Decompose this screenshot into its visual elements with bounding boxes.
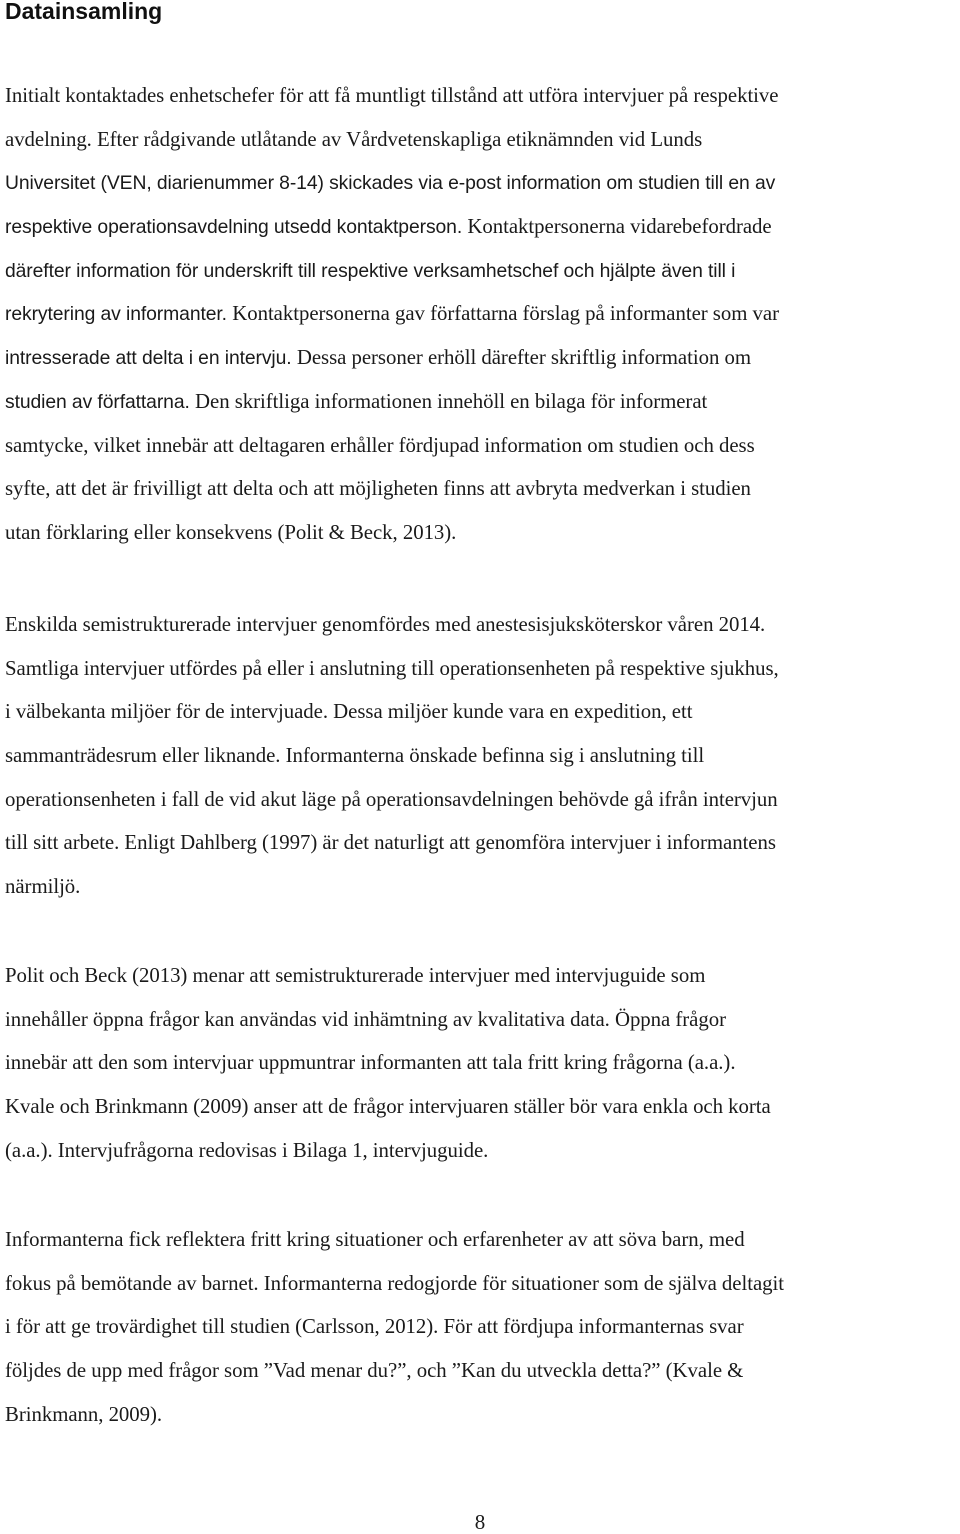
text-run: Initialt kontaktades enhetschefer för att få muntligt tillstånd att utföra intervjuer på respektive xyxy=(5,83,779,107)
paragraph-reflection xyxy=(5,1218,960,1436)
text-run: Polit och Beck (2013) menar att semistrukturerade intervjuer med intervjuguide som xyxy=(5,963,706,987)
text-line xyxy=(5,647,957,691)
text-run: innehåller öppna frågor kan användas vid inhämtning av kvalitativa data. Öppna frågor xyxy=(5,1006,726,1031)
text-line xyxy=(5,821,957,865)
text-run: utan förklaring eller konsekvens (Polit & Beck, 2013). xyxy=(5,519,457,544)
text-line xyxy=(5,380,957,424)
section-heading: Datainsamling xyxy=(5,0,163,24)
text-run: närmiljö. xyxy=(5,874,81,899)
text-line xyxy=(5,205,957,249)
paragraph-data-collection xyxy=(5,74,960,555)
text-line xyxy=(5,424,957,468)
text-line xyxy=(5,336,957,380)
text-line xyxy=(5,778,957,822)
text-run: sammanträdesrum eller liknande. Informanterna önskade befinna sig i anslutning till xyxy=(5,743,705,768)
text-run: i för att ge trovärdighet till studien (Carlsson, 2012). För att fördjupa informanternas svar xyxy=(5,1314,744,1339)
text-run: i välbekanta miljöer för de intervjuade. Dessa miljöer kunde vara en expedition, ett xyxy=(5,699,693,724)
page-number: 8 xyxy=(474,1510,486,1534)
text-line xyxy=(5,1349,957,1393)
text-line xyxy=(5,690,957,734)
text-run: Kontaktpersonerna gav författarna förslag på informanter som var xyxy=(232,301,779,326)
text-run: Brinkmann, 2009). xyxy=(5,1401,163,1426)
text-run: därefter information för underskrift till respektive verksamhetschef och hjälpte även till i xyxy=(5,259,736,282)
text-line xyxy=(5,1305,957,1349)
text-run: Informanterna fick reflektera fritt kring situationer och erfarenheter av att söva barn, med xyxy=(5,1227,745,1251)
text-run: följdes de upp med frågor som ”Vad menar du?”, och ”Kan du utveckla detta?” (Kvale & xyxy=(5,1358,744,1383)
text-run: studien av författarna. xyxy=(5,390,196,413)
text-line xyxy=(5,1041,957,1085)
text-run: samtycke, vilket innebär att deltagaren erhåller fördjupad information om studien och dess xyxy=(5,432,755,457)
text-run: Samtliga intervjuer utfördes på eller i anslutning till operationsenheten på respektive sjukhus, xyxy=(5,655,779,680)
text-run: respektive operationsavdelning utsedd kontaktperson. xyxy=(5,216,468,239)
text-run: Den skriftliga informationen innehöll en bilaga för informerat xyxy=(195,388,708,413)
text-line xyxy=(5,74,957,118)
paragraph-interview-guide xyxy=(5,954,960,1172)
text-line xyxy=(5,1393,957,1437)
text-run: rekrytering av informanter. xyxy=(5,303,233,326)
text-run: operationsenheten i fall de vid akut läge på operationsavdelningen behövde gå ifrån intervjun xyxy=(5,786,778,811)
text-run: avdelning. Efter rådgivande utlåtande av Vårdvetenskapliga etiknämnden vid Lunds xyxy=(5,126,703,151)
text-line xyxy=(5,161,957,205)
text-run: intresserade att delta i en intervju. xyxy=(5,347,297,370)
text-line xyxy=(5,865,957,909)
text-line xyxy=(5,1129,957,1173)
text-line xyxy=(5,603,957,647)
text-line xyxy=(5,249,957,293)
paragraph-interviews xyxy=(5,603,960,909)
text-line xyxy=(5,292,957,336)
text-line xyxy=(5,511,957,555)
text-run: Kontaktpersonerna vidarebefordrade xyxy=(467,214,772,239)
text-line xyxy=(5,954,957,998)
text-line xyxy=(5,1218,957,1262)
text-run: fokus på bemötande av barnet. Informanterna redogjorde för situationer som de själva deltagit xyxy=(5,1270,784,1295)
text-run: till sitt arbete. Enligt Dahlberg (1997) är det naturligt att genomföra intervjuer i informantens xyxy=(5,830,776,855)
text-run: (a.a.). Intervjufrågorna redovisas i Bilaga 1, intervjuguide. xyxy=(5,1137,489,1162)
text-line xyxy=(5,998,957,1042)
text-run: Kvale och Brinkmann (2009) anser att de frågor intervjuaren ställer bör vara enkla och korta xyxy=(5,1094,771,1119)
text-line xyxy=(5,1262,957,1306)
text-line xyxy=(5,467,957,511)
text-line xyxy=(5,118,957,162)
text-run: Universitet (VEN, diarienummer 8-14) skickades via e-post information om studien till en av xyxy=(5,172,776,195)
text-line xyxy=(5,734,957,778)
text-run: syfte, att det är frivilligt att delta och att möjligheten finns att avbryta medverkan i studien xyxy=(5,476,751,501)
text-line xyxy=(5,1085,957,1129)
text-run: Enskilda semistrukturerade intervjuer genomfördes med anestesisjuksköterskor våren 2014. xyxy=(5,612,766,636)
text-run: innebär att den som intervjuar uppmuntrar informanten att tala fritt kring frågorna (a.a.). xyxy=(5,1050,736,1075)
text-run: Dessa personer erhöll därefter skriftlig information om xyxy=(296,345,751,370)
